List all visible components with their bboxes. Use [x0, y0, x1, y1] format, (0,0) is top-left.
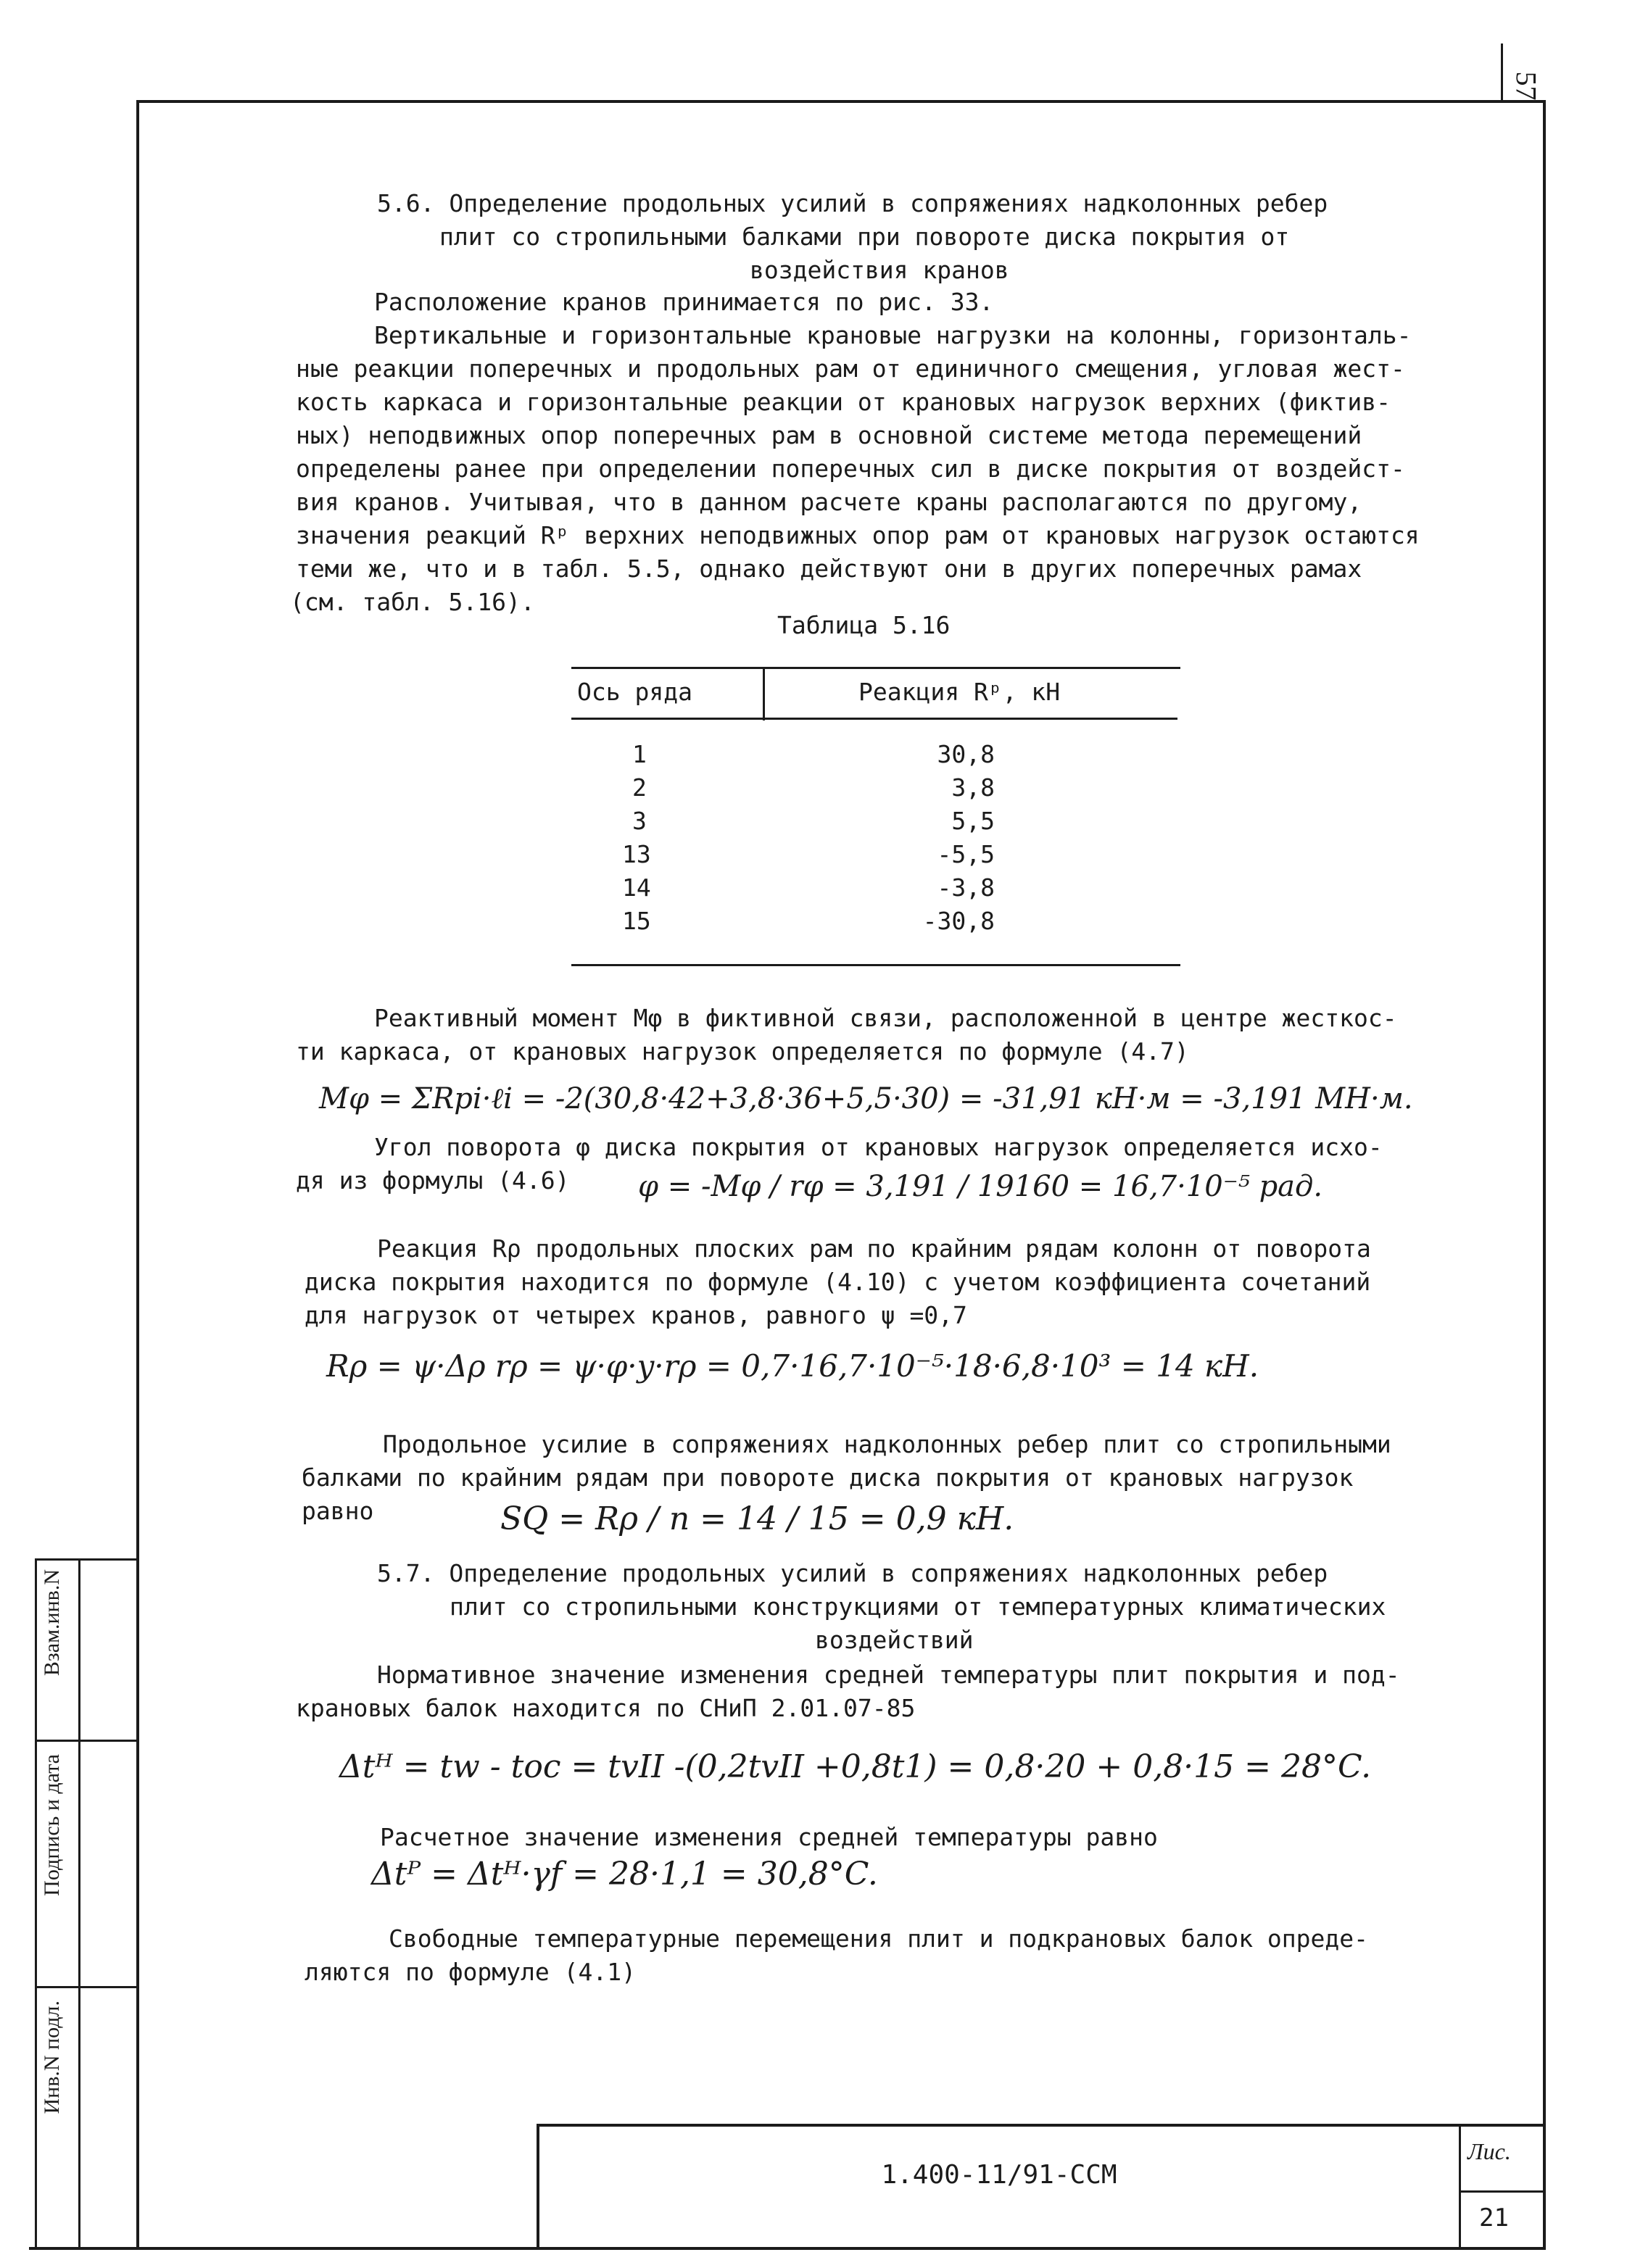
- force-text-3: равно: [302, 1497, 374, 1525]
- corner-notch-line: [1501, 43, 1503, 101]
- para-5-6-line-10: (см. табл. 5.16).: [290, 588, 535, 616]
- force-text-1: Продольное усилие в сопряжениях надколонных ребер плит со стропильными: [383, 1430, 1391, 1458]
- moment-formula: Mφ = ΣRpi·ℓi = -2(30,8·42+3,8·36+5,5·30) = -31,91 кН·м = -3,191 МН·м.: [319, 1082, 1413, 1116]
- frame-top-line: [138, 100, 1546, 103]
- table-row-5-axis: 14: [622, 873, 651, 902]
- table-header-reaction: Реакция Rᵖ, кН: [858, 678, 1061, 706]
- para-5-6-line-3: ные реакции поперечных и продольных рам от единичного смещения, угловая жест-: [296, 354, 1405, 383]
- table-row-3-axis: 3: [632, 807, 647, 835]
- force-text-2: балками по крайним рядам при повороте диска покрытия от крановых нагрузок: [302, 1463, 1354, 1492]
- table-header-rule: [571, 718, 1177, 720]
- calc-temp-text: Расчетное значение изменения средней температуры равно: [380, 1823, 1158, 1851]
- free-displacement-text-2: ляются по формуле (4.1): [305, 1958, 636, 1986]
- side-stamp-inner-line: [78, 1558, 80, 2248]
- section-5-6-heading-2: плит со стропильными балками при повороте диска покрытия от: [439, 223, 1290, 251]
- section-5-7-text-1: Нормативное значение изменения средней температуры плит покрытия и под-: [377, 1661, 1400, 1689]
- table-row-2-value: 3,8: [951, 773, 995, 802]
- table-row-2-axis: 2: [632, 773, 647, 802]
- angle-text-1: Угол поворота φ диска покрытия от крановых нагрузок определяется исхо-: [374, 1133, 1383, 1161]
- side-stamp-inv-podl: Инв.N подл.: [40, 2001, 64, 2114]
- sheet-number: 21: [1479, 2203, 1509, 2232]
- doc-code: 1.400-11/91-ССМ: [881, 2160, 1117, 2190]
- title-block-sheet-line: [1459, 2124, 1461, 2248]
- side-stamp-sep-3: [35, 1986, 136, 1988]
- side-stamp-vzam-inv: Взам.инв.N: [40, 1569, 64, 1677]
- table-row-6-axis: 15: [622, 907, 651, 935]
- title-block-sheet-sep: [1459, 2190, 1546, 2193]
- angle-text-2: дя из формулы (4.6): [296, 1166, 570, 1195]
- section-5-7-heading-2: плит со стропильными конструкциями от температурных климатических: [450, 1592, 1386, 1621]
- reaction-formula: Rρ = ψ·Δρ rρ = ψ·φ·y·rρ = 0,7·16,7·10⁻⁵·18·6,8·10³ = 14 кН.: [326, 1348, 1259, 1384]
- table-5-16-caption: Таблица 5.16: [777, 611, 951, 639]
- section-5-6-heading-1: 5.6. Определение продольных усилий в сопряжениях надколонных ребер: [377, 189, 1328, 217]
- para-5-6-line-8: значения реакций Rᵖ верхних неподвижных опор рам от крановых нагрузок остаются: [296, 521, 1420, 549]
- moment-text-2: ти каркаса, от крановых нагрузок определяется по формуле (4.7): [296, 1037, 1189, 1066]
- table-row-6-value: -30,8: [922, 907, 995, 935]
- table-row-3-value: 5,5: [951, 807, 995, 835]
- title-block-top-line: [538, 2124, 1546, 2127]
- table-top-rule: [571, 667, 1180, 669]
- formula-calc-temp: Δtᴾ = Δtᴴ·γf = 28·1,1 = 30,8°C.: [371, 1856, 878, 1893]
- moment-text-1: Реактивный момент Mφ в фиктивной связи, расположенной в центре жесткос-: [374, 1004, 1397, 1032]
- table-row-1-axis: 1: [632, 740, 647, 768]
- para-5-6-line-5: ных) неподвижных опор поперечных рам в основной системе метода перемещений: [296, 421, 1362, 449]
- force-formula: SQ = Rρ / n = 14 / 15 = 0,9 кН.: [500, 1500, 1014, 1537]
- frame-bottom-line: [29, 2247, 1546, 2250]
- side-stamp-outer-line: [35, 1558, 37, 2248]
- para-5-6-line-6: определены ранее при определении поперечных сил в диске покрытия от воздейст-: [296, 454, 1405, 483]
- section-5-7-heading-1: 5.7. Определение продольных усилий в сопряжениях надколонных ребер: [377, 1559, 1328, 1587]
- section-5-7-text-2: крановых балок находится по СНиП 2.01.07-85: [296, 1694, 916, 1722]
- reaction-text-2: диска покрытия находится по формуле (4.10) с учетом коэффициента сочетаний: [305, 1268, 1371, 1296]
- table-bottom-rule: [571, 964, 1180, 966]
- table-row-4-value: -5,5: [937, 840, 995, 868]
- side-stamp-sep-2: [35, 1740, 136, 1742]
- table-row-5-value: -3,8: [937, 873, 995, 902]
- reaction-text-3: для нагрузок от четырех кранов, равного ψ =0,7: [305, 1301, 967, 1329]
- section-5-7-heading-3: воздействий: [815, 1626, 974, 1654]
- frame-right-line: [1543, 100, 1546, 2250]
- table-header-axis: Ось ряда: [577, 678, 692, 706]
- table-row-1-value: 30,8: [937, 740, 995, 768]
- side-stamp-sep-1: [35, 1558, 136, 1561]
- angle-formula: φ = -Mφ / rφ = 3,191 / 19160 = 16,7·10⁻⁵ рад.: [638, 1170, 1323, 1203]
- side-stamp-podpis-data: Подпись и дата: [40, 1754, 64, 1896]
- para-5-6-line-9: теми же, что и в табл. 5.5, однако действуют они в других поперечных рамах: [296, 554, 1362, 583]
- section-5-6-heading-3: воздействия кранов: [750, 256, 1009, 284]
- para-5-6-line-7: вия кранов. Учитывая, что в данном расчете краны располагаются по другому,: [296, 488, 1362, 516]
- sheet-label: Лис.: [1467, 2138, 1511, 2164]
- frame-left-line: [136, 100, 139, 2250]
- formula-norm-temp: Δtᴴ = tw - toc = tvII -(0,2tvII +0,8t1) = 0,8·20 + 0,8·15 = 28°C.: [339, 1748, 1372, 1785]
- table-header-divider: [763, 667, 765, 720]
- para-5-6-line-2: Вертикальные и горизонтальные крановые нагрузки на колонны, горизонталь-: [374, 321, 1412, 349]
- para-5-6-line-1: Расположение кранов принимается по рис. 33.: [374, 288, 994, 316]
- page-corner-number: 57: [1510, 71, 1543, 101]
- reaction-text-1: Реакция Rρ продольных плоских рам по крайним рядам колонн от поворота: [377, 1234, 1371, 1263]
- para-5-6-line-4: кость каркаса и горизонтальные реакции от крановых нагрузок верхних (фиктив-: [296, 388, 1391, 416]
- free-displacement-text-1: Свободные температурные перемещения плит и подкрановых балок опреде-: [389, 1924, 1369, 1953]
- table-row-4-axis: 13: [622, 840, 651, 868]
